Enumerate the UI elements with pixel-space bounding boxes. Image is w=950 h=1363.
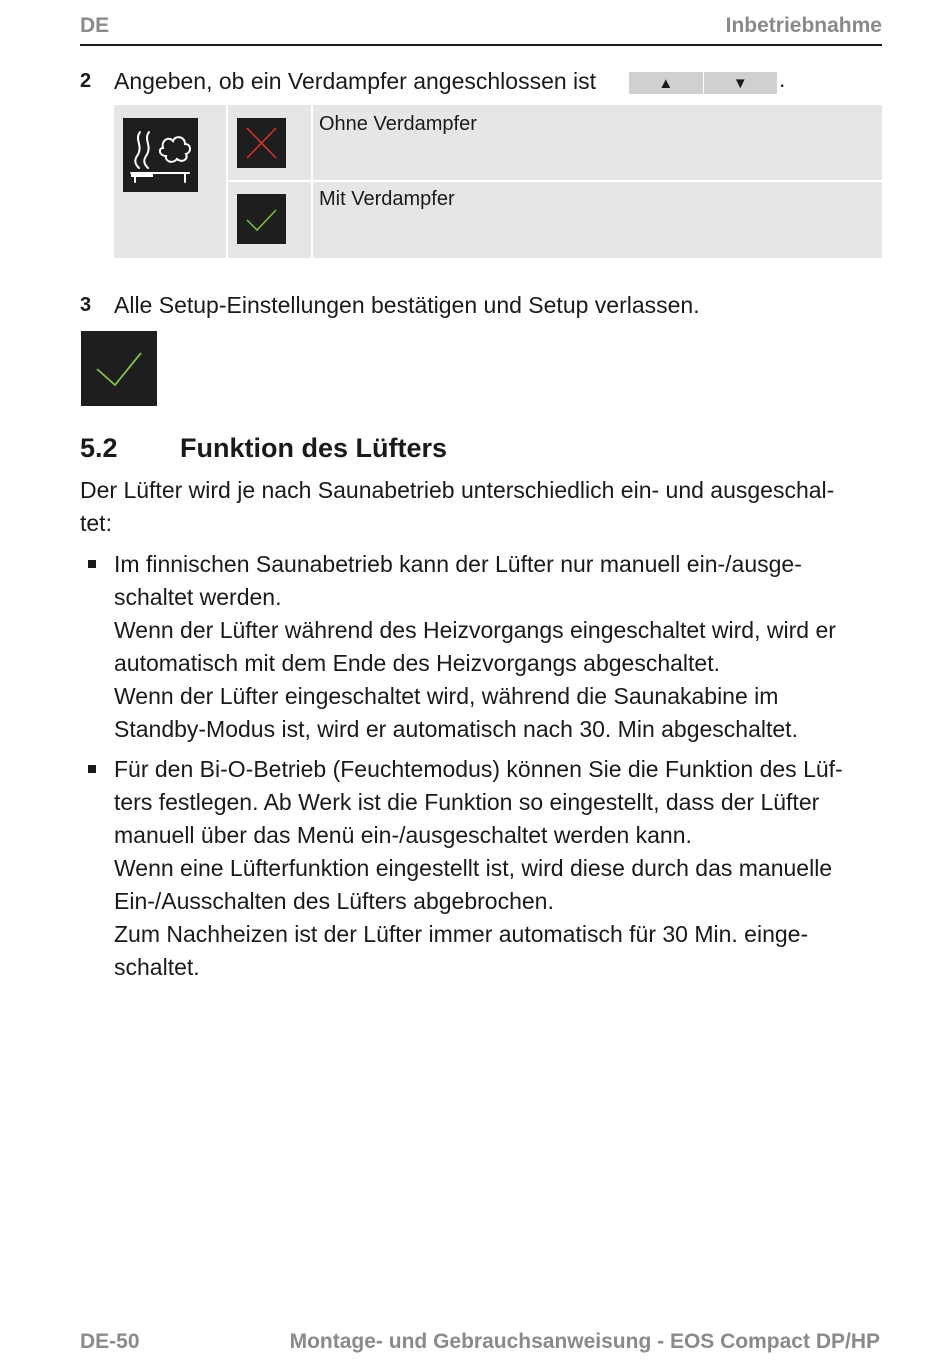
bullet-line: Standby-Modus ist, wird er automatisch nach 30. Min abgeschaltet. [114,716,798,742]
header-language: DE [80,14,110,37]
step-text: Alle Setup-Einstellungen bestätigen und Setup verlassen. [114,292,700,318]
option-with-evaporator: Mit Verdampfer [319,188,455,210]
bullet-line: automatisch mit dem Ende des Heizvorgangs abgeschaltet. [114,650,720,676]
confirm-check-icon [81,331,157,406]
arrow-keys [629,72,777,94]
intro-line: Der Lüfter wird je nach Saunabetrieb unterschiedlich ein- und ausgeschal- [80,477,835,503]
cross-icon [237,118,286,168]
bullet-line: Ein-/Ausschalten des Lüfters abgebrochen. [114,888,554,914]
bullet-line: Für den Bi-O-Betrieb (Feuchtemodus) können Sie die Funktion des Lüf- [114,756,843,782]
sentence-end: . [779,66,786,92]
bullet-line: Zum Nachheizen ist der Lüfter immer automatisch für 30 Min. einge- [114,921,809,947]
option-without-evaporator: Ohne Verdampfer [319,113,477,135]
document-title: Montage- und Gebrauchsanweisung - EOS Compact DP/HP [289,1330,880,1353]
step-text: Angeben, ob ein Verdampfer angeschlossen ist [114,68,597,94]
section-number: 5.2 [80,433,118,463]
step-number: 3 [80,294,92,316]
section-intro [80,474,885,540]
check-icon [237,194,286,244]
evaporator-steam-icon [123,118,198,192]
step-number: 2 [80,70,92,92]
arrow-down-icon: ▼ [703,72,778,94]
bullet-marker [88,560,96,568]
intro-line: tet: [80,510,112,536]
bullet-line: Im finnischen Saunabetrieb kann der Lüfter nur manuell ein-/ausge- [114,551,802,577]
bullet-line: Wenn eine Lüfterfunktion eingestellt ist, wird diese durch das manuelle [114,855,833,881]
bullet-line: Wenn der Lüfter eingeschaltet wird, während die Saunakabine im [114,683,779,709]
header-chapter: Inbetriebnahme [725,14,882,37]
bullet-line: schaltet. [114,954,200,980]
page-header [80,10,882,46]
bullet-line: manuell über das Menü ein-/ausgeschaltet werden kann. [114,822,692,848]
page-number: DE-50 [80,1330,140,1353]
bullet-marker [88,765,96,773]
bullet-line: ters festlegen. Ab Werk ist die Funktion so eingestellt, dass der Lüfter [114,789,820,815]
evaporator-options-table [114,105,882,258]
bullet-line: Wenn der Lüfter während des Heizvorgangs eingeschaltet wird, wird er [114,617,836,643]
arrow-up-icon: ▲ [658,74,674,92]
bullet-line: schaltet werden. [114,584,282,610]
section-title: Funktion des Lüfters [180,433,448,463]
